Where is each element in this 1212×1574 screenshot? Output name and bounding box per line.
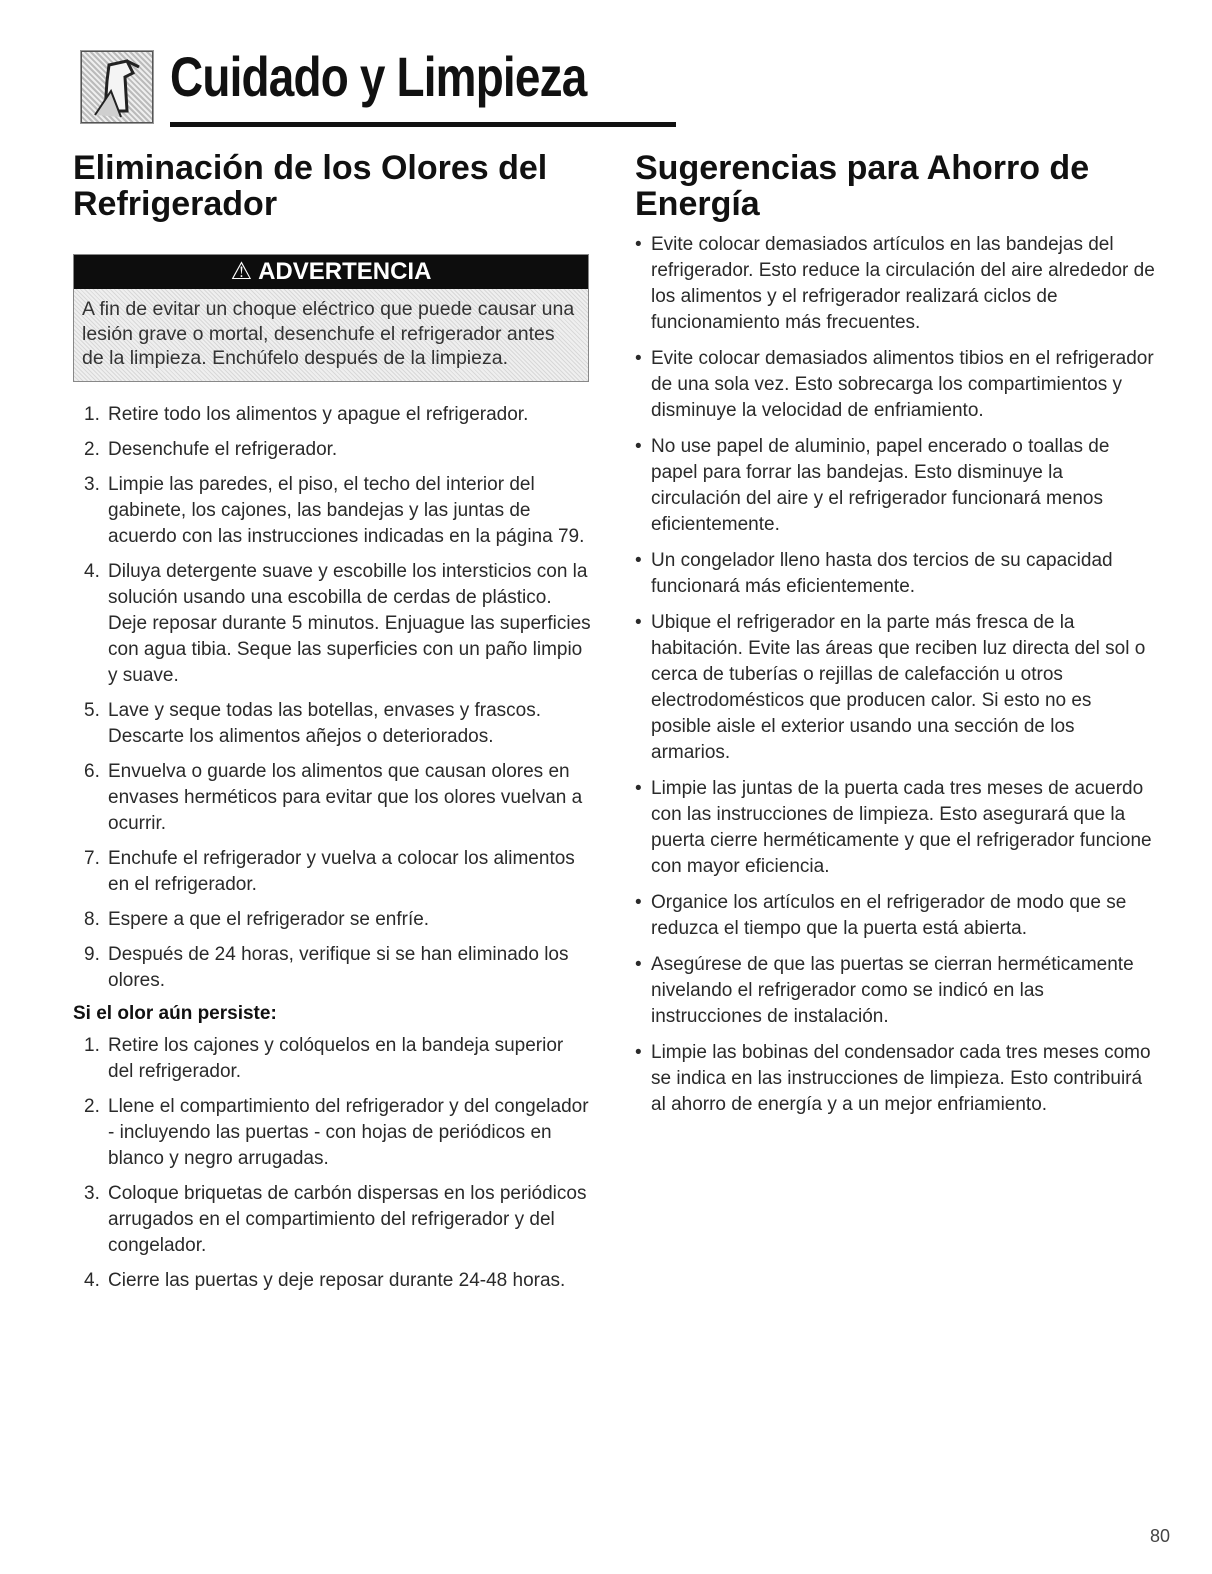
tip-text: Limpie las bobinas del condensador cada tres meses como se indica en las instrucciones de limpieza. Esto contribuirá al ahorro de energía y a un mejor enfriamiento. — [651, 1042, 1151, 1115]
tip-text: Ubique el refrigerador en la parte más fresca de la habitación. Evite las áreas que reciben luz directa del sol o cerca de tuberías o rejillas de calefacción u otros electrodomésticos que producen calor. Si esto no es posible aisle el exterior usando una sección de los armarios. — [651, 612, 1146, 763]
list-item — [73, 472, 593, 550]
bullet-icon: • — [635, 954, 642, 975]
odor-steps-list — [73, 402, 593, 994]
list-item — [73, 1268, 593, 1294]
step-text: Cierre las puertas y deje reposar durante 24-48 horas. — [108, 1269, 566, 1291]
persist-subheading: Si el olor aún persiste: — [73, 1002, 277, 1024]
list-item — [635, 610, 1155, 766]
step-number: 8. — [84, 908, 100, 930]
page-title: Cuidado y Limpieza — [170, 45, 587, 108]
list-item — [635, 232, 1155, 336]
list-item — [73, 942, 593, 994]
warning-box — [73, 254, 589, 382]
tip-text: Evite colocar demasiados alimentos tibios en el refrigerador de una sola vez. Esto sobrecarga los compartimientos y disminuye la velocidad de enfriamiento. — [651, 348, 1154, 421]
bullet-icon: • — [635, 550, 642, 571]
step-number: 4. — [84, 560, 100, 582]
step-text: Limpie las paredes, el piso, el techo del interior del gabinete, los cajones, las bandejas y las juntas de acuerdo con las instrucciones indicadas en la página 79. — [108, 473, 585, 547]
step-text: Retire todo los alimentos y apague el refrigerador. — [108, 403, 529, 425]
list-item — [73, 907, 593, 933]
list-item — [635, 952, 1155, 1030]
title-underline — [170, 122, 676, 127]
bullet-icon: • — [635, 348, 642, 369]
step-number: 1. — [84, 403, 100, 425]
step-text: Diluya detergente suave y escobille los intersticios con la solución usando una escobilla de cerdas de plástico. Deje reposar durante 5 minutos. Enjuague las superficies con agua tibia. Seque las superficies con un paño limpio y suave. — [108, 560, 591, 686]
warning-triangle-icon: ⚠ — [230, 258, 253, 285]
tip-text: Limpie las juntas de la puerta cada tres meses de acuerdo con las instrucciones de limpieza. Esto asegurará que la puerta cierre herméticamente y que el refrigerador funcione con mayor eficiencia. — [651, 778, 1152, 877]
warning-header — [74, 255, 588, 289]
bullet-icon: • — [635, 234, 642, 255]
list-item — [73, 759, 593, 837]
bullet-icon: • — [635, 1042, 642, 1063]
bullet-icon: • — [635, 892, 642, 913]
step-number: 9. — [84, 943, 100, 965]
step-number: 6. — [84, 760, 100, 782]
warning-title: ADVERTENCIA — [258, 258, 432, 285]
tip-text: Evite colocar demasiados artículos en las bandejas del refrigerador. Esto reduce la circulación del aire alrededor de los alimentos y el refrigerador realizará ciclos de funcionamiento más frecuentes. — [651, 234, 1155, 333]
step-text: Espere a que el refrigerador se enfríe. — [108, 908, 430, 930]
step-number: 2. — [84, 1095, 100, 1117]
step-text: Llene el compartimiento del refrigerador y del congelador - incluyendo las puertas - con hojas de periódicos en blanco y negro arrugadas. — [108, 1095, 589, 1169]
tip-text: Un congelador lleno hasta dos tercios de su capacidad funcionará más eficientemente. — [651, 550, 1113, 597]
step-text: Lave y seque todas las botellas, envases y frascos. Descarte los alimentos añejos o deteriorados. — [108, 699, 542, 747]
list-item — [73, 402, 593, 428]
step-number: 7. — [84, 847, 100, 869]
tip-text: Asegúrese de que las puertas se cierran herméticamente nivelando el refrigerador como se indicó en las instrucciones de instalación. — [651, 954, 1134, 1027]
bullet-icon: • — [635, 436, 642, 457]
right-column — [635, 150, 1155, 1128]
page-number: 80 — [1150, 1526, 1171, 1546]
step-number: 3. — [84, 473, 100, 495]
list-item — [73, 1181, 593, 1259]
cleaning-spray-bottle-icon — [80, 50, 154, 124]
list-item — [635, 548, 1155, 600]
list-item — [73, 1033, 593, 1085]
step-text: Después de 24 horas, verifique si se han eliminado los olores. — [108, 943, 569, 991]
list-item — [635, 890, 1155, 942]
list-item — [73, 559, 593, 689]
energy-section-heading: Sugerencias para Ahorro de Energía — [635, 149, 1090, 223]
left-column — [73, 150, 593, 1303]
list-item — [73, 437, 593, 463]
step-number: 1. — [84, 1034, 100, 1056]
step-number: 2. — [84, 438, 100, 460]
step-text: Desenchufe el refrigerador. — [108, 438, 338, 460]
list-item — [635, 434, 1155, 538]
step-number: 3. — [84, 1182, 100, 1204]
persist-steps-list — [73, 1033, 593, 1294]
step-text: Retire los cajones y colóquelos en la bandeja superior del refrigerador. — [108, 1034, 564, 1082]
list-item — [73, 698, 593, 750]
list-item — [73, 1094, 593, 1172]
list-item — [635, 1040, 1155, 1118]
list-item — [635, 346, 1155, 424]
step-number: 5. — [84, 699, 100, 721]
warning-text: A fin de evitar un choque eléctrico que puede causar una lesión grave o mortal, desenchufe el refrigerador antes de la limpieza. Enchúfelo después de la limpieza. — [74, 289, 588, 381]
odor-section-heading: Eliminación de los Olores del Refrigerador — [73, 149, 548, 223]
tip-text: Organice los artículos en el refrigerador de modo que se reduzca el tiempo que la puerta está abierta. — [651, 892, 1127, 939]
step-number: 4. — [84, 1269, 100, 1291]
list-item — [73, 846, 593, 898]
tip-text: No use papel de aluminio, papel encerado o toallas de papel para forrar las bandejas. Esto disminuye la circulación del aire y el refrigerador funcionará menos eficientemente. — [651, 436, 1110, 535]
step-text: Enchufe el refrigerador y vuelva a colocar los alimentos en el refrigerador. — [108, 847, 575, 895]
bullet-icon: • — [635, 778, 642, 799]
list-item — [635, 776, 1155, 880]
energy-tips-list — [635, 232, 1155, 1118]
step-text: Coloque briquetas de carbón dispersas en los periódicos arrugados en el compartimiento del refrigerador y del congelador. — [108, 1182, 587, 1256]
step-text: Envuelva o guarde los alimentos que causan olores en envases herméticos para evitar que los olores vuelvan a ocurrir. — [108, 760, 583, 834]
page-header — [80, 40, 600, 130]
bullet-icon: • — [635, 612, 642, 633]
